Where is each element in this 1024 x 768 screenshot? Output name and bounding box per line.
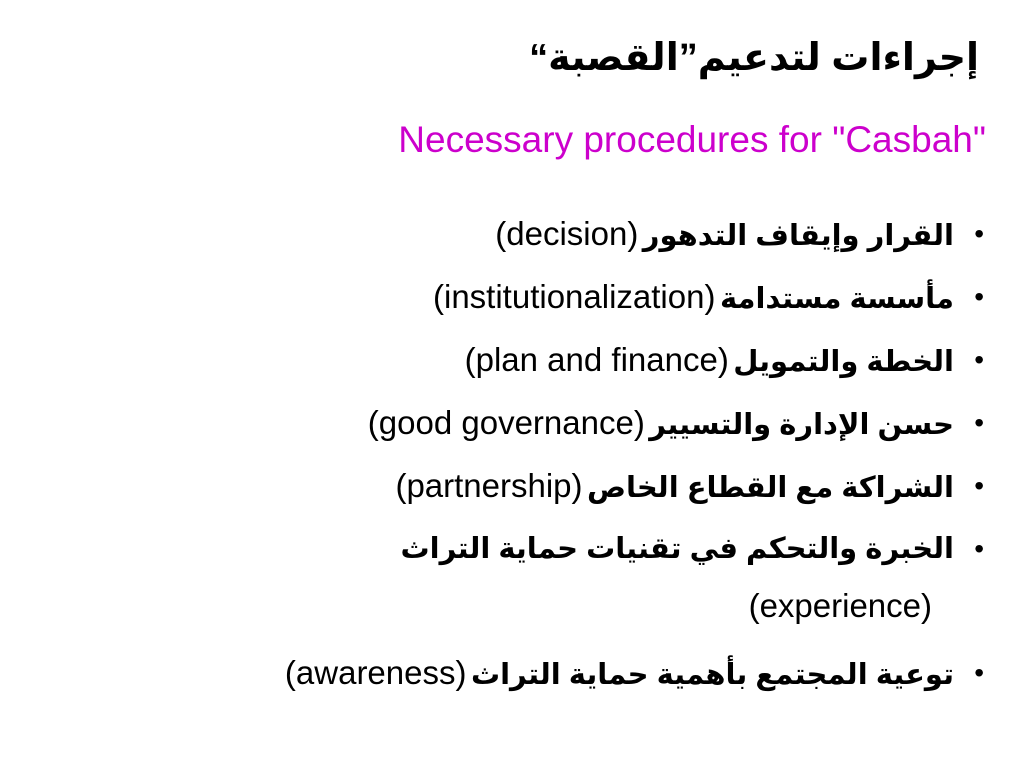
slide-title-english: Necessary procedures for "Casbah" <box>398 119 986 160</box>
bullet-text-english: (experience) <box>748 587 932 624</box>
bullet-text-arabic: الخبرة والتحكم في تقنيات حماية التراث <box>400 533 954 565</box>
bullet-text-english: (decision) <box>495 215 639 252</box>
bullet-text-arabic: الخطة والتمويل <box>733 346 954 378</box>
bullet-dot: • <box>974 657 984 688</box>
bullet-item-awareness <box>54 647 984 710</box>
bullet-text-english: (good governance) <box>367 404 645 441</box>
bullet-dot: • <box>974 470 984 501</box>
bullet-dot: • <box>974 281 984 312</box>
bullet-item-decision <box>54 208 984 271</box>
bullet-text-english: (plan and finance) <box>464 341 729 378</box>
bullet-item-partnership <box>54 460 984 523</box>
bullet-item-plan-and-finance <box>54 334 984 397</box>
bullet-list <box>54 208 984 710</box>
bullet-text-arabic: توعية المجتمع بأهمية حماية التراث <box>470 659 954 691</box>
bullet-text-english: (institutionalization) <box>432 278 716 315</box>
bullet-item-experience <box>54 523 984 647</box>
bullet-dot: • <box>974 344 984 375</box>
bullet-item-good-governance <box>54 397 984 460</box>
slide-title-arabic: إجراءات لتدعيم”القصبة“ <box>529 37 979 79</box>
bullet-dot: • <box>974 218 984 249</box>
bullet-dot: • <box>974 407 984 438</box>
bullet-text-arabic: حسن الإدارة والتسيير <box>649 409 954 441</box>
bullet-text-arabic: مأسسة مستدامة <box>719 283 954 315</box>
bullet-text-english: (partnership) <box>395 467 583 504</box>
bullet-dot: • <box>974 533 984 564</box>
bullet-text-english: (awareness) <box>284 654 467 691</box>
bullet-text-arabic: القرار وإيقاف التدهور <box>642 220 954 252</box>
bullet-text-arabic: الشراكة مع القطاع الخاص <box>587 472 954 504</box>
bullet-item-institutionalization <box>54 271 984 334</box>
